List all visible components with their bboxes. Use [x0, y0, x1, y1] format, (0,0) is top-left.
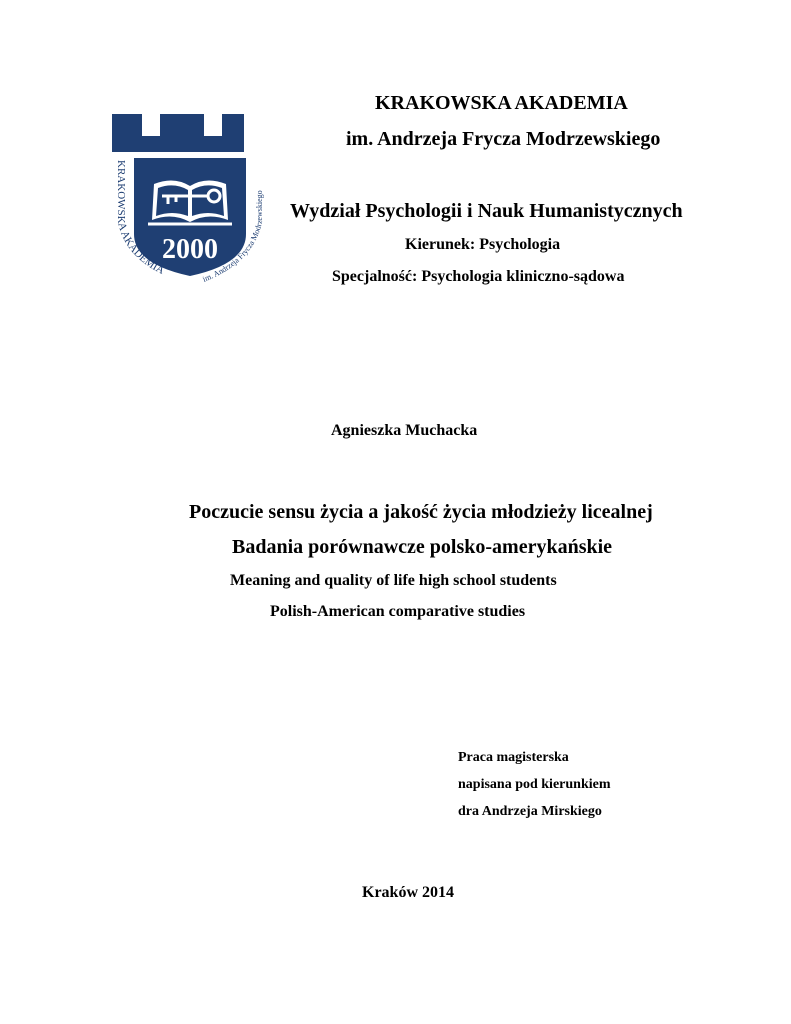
specialty: Specjalność: Psychologia kliniczno-sądowa	[332, 268, 625, 285]
patron-name: im. Andrzeja Frycza Modrzewskiego	[346, 128, 661, 150]
institution-name: KRAKOWSKA AKADEMIA	[375, 92, 628, 114]
university-logo	[104, 112, 276, 292]
thesis-type: Praca magisterska	[458, 750, 569, 765]
field-of-study: Kierunek: Psychologia	[405, 236, 561, 253]
title-pl-line2: Badania porównawcze polsko-amerykańskie	[232, 536, 613, 558]
title-en-line2: Polish-American comparative studies	[270, 603, 526, 620]
logo-ring-right: im. Andrzeja Frycza Modrzewskiego	[201, 190, 265, 284]
thesis-supervision: napisana pod kierunkiem	[458, 777, 611, 792]
thesis-supervisor: dra Andrzeja Mirskiego	[458, 804, 602, 819]
title-en-line1: Meaning and quality of life high school students	[230, 572, 557, 589]
logo-ring-left: KRAKOWSKA AKADEMIA	[115, 160, 167, 277]
author-name: Agnieszka Muchacka	[331, 422, 478, 439]
place-and-year: Kraków 2014	[362, 884, 454, 901]
title-pl-line1: Poczucie sensu życia a jakość życia młodzieży licealnej	[189, 501, 653, 523]
faculty-name: Wydział Psychologii i Nauk Humanistycznych	[290, 200, 683, 222]
logo-year: 2000	[162, 234, 218, 265]
